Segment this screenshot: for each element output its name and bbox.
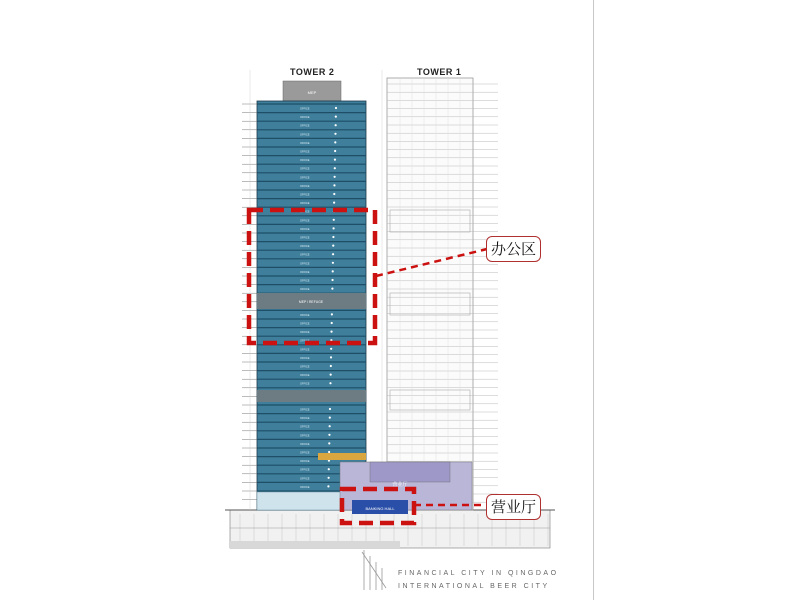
tower-2-floor-label: OFFICE <box>300 331 310 335</box>
tower-2 <box>242 70 366 510</box>
tower-2-floor-label: OFFICE <box>300 356 310 360</box>
tower-2-core-light <box>329 425 331 427</box>
tower-2-core-light <box>328 477 330 479</box>
podium-label: 营业厅 <box>392 482 408 488</box>
tower-2-floor-label: OFFICE <box>300 434 310 438</box>
tower-2-accent-band <box>318 453 366 460</box>
tower-2-floor-label: OFFICE <box>300 176 310 180</box>
tower-2-core-light <box>334 176 336 178</box>
tower-1 <box>382 70 498 510</box>
tower-2-floor-label: OFFICE <box>300 107 310 111</box>
tower-2-lobby <box>257 492 342 510</box>
tower-2-floor-label: OFFICE <box>300 202 310 206</box>
caption-line-1: FINANCIAL CITY IN QINGDAO <box>398 570 559 577</box>
tower-2-core-light <box>328 442 330 444</box>
tower-2-core-light <box>332 253 334 255</box>
tower-2-floor-label: OFFICE <box>300 236 310 240</box>
tower-2-core-light <box>331 288 333 290</box>
tower-2-floor-label: OFFICE <box>300 219 310 223</box>
tower-2-floor-label: OFFICE <box>300 417 310 421</box>
tower-2-floor-label: OFFICE <box>300 193 310 197</box>
tower-2-core-light <box>334 150 336 152</box>
tower-2-core-light <box>333 219 335 221</box>
tower-2-floor-label: OFFICE <box>300 425 310 429</box>
tower-2-core-light <box>332 236 334 238</box>
tower-2-floor-label: OFFICE <box>300 270 310 274</box>
tower-2-floor-label: OFFICE <box>300 133 310 137</box>
tower-2-core-light <box>329 417 331 419</box>
tower-2-core-light <box>332 262 334 264</box>
tower-2-floor-label: OFFICE <box>300 477 310 481</box>
tower-2-core-light <box>330 365 332 367</box>
tower-2-core-light <box>333 202 335 204</box>
tower-2-floor-label: OFFICE <box>300 322 310 326</box>
tower-2-floor-label: OFFICE <box>300 348 310 352</box>
tower-2-label: TOWER 2 <box>290 67 335 77</box>
tower-2-core-light <box>332 227 334 229</box>
tower-2-floor-label: OFFICE <box>300 159 310 163</box>
tower-2-core-light <box>335 124 337 126</box>
tower-2-core-light <box>328 468 330 470</box>
tower-2-floor-label: OFFICE <box>300 141 310 145</box>
tower-2-floor-label: OFFICE <box>300 227 310 231</box>
tower-2-core-light <box>335 107 337 109</box>
tower-2-core-light <box>333 193 335 195</box>
tower-2-core-light <box>331 322 333 324</box>
tower-2-floor-label: OFFICE <box>300 124 310 128</box>
business-hall-callout: 营业厅 <box>486 494 541 520</box>
tower-2-core-light <box>333 184 335 186</box>
tower-2-floor-label: OFFICE <box>300 382 310 386</box>
tower-2-core-light <box>334 159 336 161</box>
tower-2-floor-label: OFFICE <box>300 184 310 188</box>
tower-2-floor-label: OFFICE <box>300 468 310 472</box>
tower-2-floor-label: OFFICE <box>300 253 310 257</box>
caption-line-2: INTERNATIONAL BEER CITY <box>398 583 550 590</box>
tower-2-floor-label: OFFICE <box>300 451 310 455</box>
tower-2-core-light <box>335 116 337 118</box>
tower-2-floor-label: OFFICE <box>300 150 310 154</box>
tower-2-core-light <box>330 356 332 358</box>
tower-2-core-light <box>330 374 332 376</box>
tower-2-floor-label: OFFICE <box>300 210 310 214</box>
tower-2-floor-label: OFFICE <box>300 262 310 266</box>
tower-2-refuge-label: MEP / REFUGE <box>298 300 324 304</box>
tower-2-floor-label: OFFICE <box>300 442 310 446</box>
page-divider <box>593 0 594 600</box>
tower-2-core-light <box>331 313 333 315</box>
tower-2-core-light <box>327 485 329 487</box>
tower-2-core-light <box>328 451 330 453</box>
tower-2-core-light <box>330 331 332 333</box>
tower-2-floor-label: OFFICE <box>300 313 310 317</box>
tower-2-core-light <box>332 245 334 247</box>
tower-2-mep-floor <box>257 390 366 402</box>
tower-2-core-light <box>334 167 336 169</box>
tower-2-floor-label: OFFICE <box>300 374 310 378</box>
tower-2-floor-label: OFFICE <box>300 365 310 369</box>
tower-2-core-light <box>334 133 336 135</box>
office-zone-callout: 办公区 <box>486 236 541 262</box>
tower-2-core-light <box>329 382 331 384</box>
tower-2-floor-label: OFFICE <box>300 339 310 343</box>
tower-2-core-light <box>328 434 330 436</box>
tower-2-core-light <box>332 270 334 272</box>
podium-upper <box>370 462 450 482</box>
tower-2-floor-label: OFFICE <box>300 279 310 283</box>
tower-2-floor-label: OFFICE <box>300 460 310 464</box>
tower-2-core-light <box>330 348 332 350</box>
tower-2-core-light <box>331 279 333 281</box>
tower-2-floor-label: OFFICE <box>300 116 310 120</box>
tower-2-core-light <box>329 408 331 410</box>
basement-fill <box>230 541 400 548</box>
tower-2-floor-label: OFFICE <box>300 485 310 489</box>
tower-2-floor-label: OFFICE <box>300 408 310 412</box>
tower-2-floor-label: OFFICE <box>300 288 310 292</box>
tower-2-floor-label: OFFICE <box>300 167 310 171</box>
banking-hall-label: BANKING HALL <box>365 506 395 511</box>
logo-mark <box>362 550 386 590</box>
tower-2-floor-label: OFFICE <box>300 245 310 249</box>
tower-2-crown-label: MEP <box>307 90 317 95</box>
tower-2-core-light <box>334 141 336 143</box>
tower-1-label: TOWER 1 <box>417 67 462 77</box>
